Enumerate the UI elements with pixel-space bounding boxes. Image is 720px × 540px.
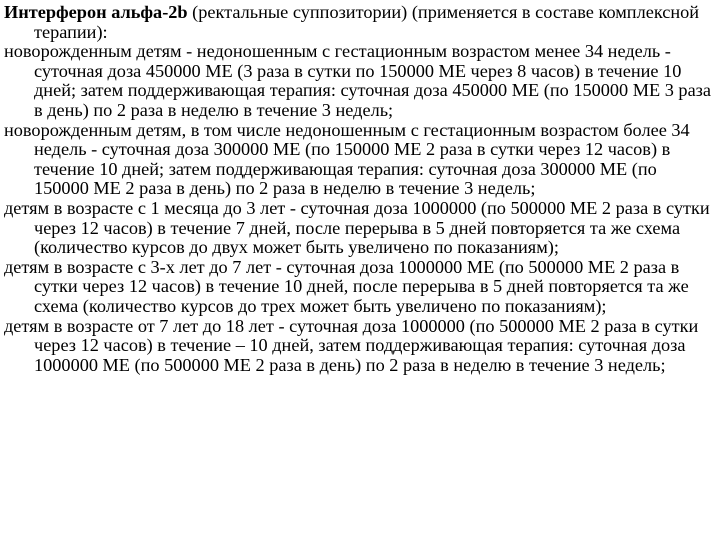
drug-name: Интерферон альфа-2b <box>4 2 188 22</box>
dosage-paragraph-1-month-to-3-years: детям в возрасте с 1 месяца до 3 лет - суточная доза 1000000 (по 500000 МЕ 2 раза в сутки через 12 часов) в течение 7 дней, после перерыва в 5 дней повторяется та же схема (количество курсов до двух может быть увеличено по показаниям); <box>4 197 710 258</box>
dosage-paragraph-3-to-7-years: детям в возрасте с 3-х лет до 7 лет - суточная доза 1000000 МЕ (по 500000 МЕ 2 раза в сутки через 12 часов) в течение 10 дней, после перерыва в 5 дней повторяется та же схема (количество курсов до трех может быть увеличено по показаниям); <box>4 256 689 316</box>
dosage-paragraph-newborn-over-34: новорожденным детям, в том числе недоношенным с гестационным возрастом более 34 недель - суточная доза 300000 МЕ (по 150000 МЕ 2 раза в сутки через 12 часов) в течение 10 дней; затем поддерживающая терапия: суточная доза 300000 МЕ (по 150000 МЕ 2 раза в день) по 2 раза в неделю в течение 3 недель; <box>4 119 690 199</box>
document-heading <box>4 3 716 42</box>
dosage-paragraph-premature-under-34: новорожденным детям - недоношенным с гестационным возрастом менее 34 недель - суточная доза 450000 МЕ (3 раза в сутки по 150000 МЕ через 8 часов) в течение 10 дней; затем поддерживающая терапия: суточная доза 450000 МЕ (по 150000 МЕ 3 раза в день) по 2 раза в неделю в течение 3 недель; <box>4 41 712 120</box>
drug-form-note: (ректальные суппозитории) (применяется в составе комплексной терапии): <box>34 2 700 42</box>
document-body <box>4 3 716 375</box>
dosage-paragraph-7-to-18-years: детям в возрасте от 7 лет до 18 лет - суточная доза 1000000 (по 500000 МЕ 2 раза в сутки через 12 часов) в течение – 10 дней, затем поддерживающая терапия: суточная доза 1000000 МЕ (по 500000 МЕ 2 раза в день) по 2 раза в неделю в течение 3 недель; <box>4 315 699 375</box>
